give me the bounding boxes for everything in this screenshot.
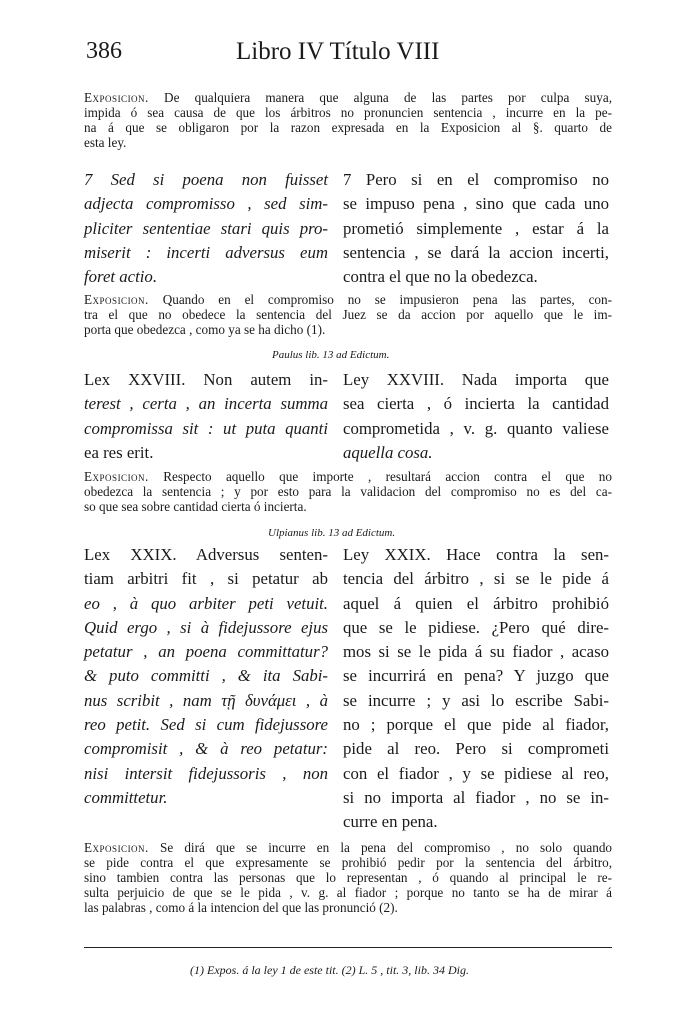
source-citation: Paulus lib. 13 ad Edictum. <box>272 349 390 361</box>
spanish-text-column: Ley XXVIII. Nada importa que sea cierta , ó incierta la cantidad comprometida , v. g. quanto valiese aquella cosa. <box>343 370 609 462</box>
exposicion-label: Exposicion. <box>84 840 149 855</box>
latin-text-column: Lex XXVIII. Non autem in- terest , certa , an incerta summa compromissa sit : ut puta quanti ea res erit. <box>84 370 328 462</box>
exposicion-paragraph: Exposicion. Respecto aquello que importe , resultará accion contra el que no obedezca la sentencia ; y por esto para la validacion del compromiso no es del ca- so que sea sobre cantidad cierta ó incierta. <box>84 469 612 514</box>
spanish-text-column: 7 Pero si en el compromiso no se impuso pena , sino que cada uno prometió simplemente , estar á la sentencia , se dará la accion incerti, contra el que no la obedezca. <box>343 170 609 287</box>
exposicion-label: Exposicion. <box>84 292 149 307</box>
spanish-text-column: Ley XXIX. Hace contra la sen- tencia del árbitro , si se le pide á aquel á quien el árbitro prohibió que se le pidiese. ¿Pero qué dire- mos si se le pida á su fiador , acaso se incurrirá en pena? Y juzgo que se incurre ; y asi lo escribe Sabi- no ; porque el que pide al fiador, pide al reo. Pero si comprometi con el fiador , y se pidiese al reo, si no importa al fiador , no se in- curre en pena. <box>343 545 609 832</box>
exposicion-paragraph: Exposicion. Quando en el compromiso no se impusieron pena las partes, con- tra el que no obedece la sentencia del Juez se da accion por aquello que le im- porta que obedezca , como ya se ha dicho (1). <box>84 292 613 337</box>
footnote-divider <box>84 947 612 948</box>
page-header-title: Libro IV Título VIII <box>236 38 440 65</box>
page-number: 386 <box>86 38 122 64</box>
exposicion-paragraph: Exposicion. Se dirá que se incurre en la pena del compromiso , no solo quando se pide contra el que expresamente se prohibió pedir por la sentencia del árbitro, sino tambien contra las personas que lo representan , ó quando al principal le re- sulta perjuicio de que se le pida , v. g. al fiador ; porque no tanto se ha de mirar á las palabras , como á la intencion del que las pronunció (2). <box>84 840 613 915</box>
latin-text-column: Lex XXIX. Adversus senten- tiam arbitri fit , si petatur ab eo , à quo arbiter peti vetuit. Quid ergo , si à fidejussore ejus petatur , an poena committatur? & puto committi , & ita Sabi- nus scribit , nam τῇ δυνάμει , à reo petit. Sed si cum fidejussore compromisit , & à reo petatur: nisi intersit fidejussoris , non committetur. <box>84 545 328 807</box>
exposicion-label: Exposicion. <box>84 469 149 484</box>
latin-text-column: 7 Sed si poena non fuisset adjecta compromisso , sed sim- pliciter sententiae stari quis pro- miserit : incerti adversus eum foret actio. <box>84 170 328 287</box>
exposicion-label: Exposicion. <box>84 90 149 105</box>
footnotes: (1) Expos. á la ley 1 de este tit. (2) L. 5 , tit. 3, lib. 34 Dig. <box>190 963 469 977</box>
source-citation: Ulpianus lib. 13 ad Edictum. <box>268 527 396 539</box>
exposicion-paragraph: Exposicion. De qualquiera manera que alguna de las partes por culpa suya, impida ó sea causa de que los árbitros no pronuncien sentencia , incurre en la pe- na á que se obligaron por la razon expresada en la Exposicion al §. quarto de esta ley. <box>84 90 613 150</box>
